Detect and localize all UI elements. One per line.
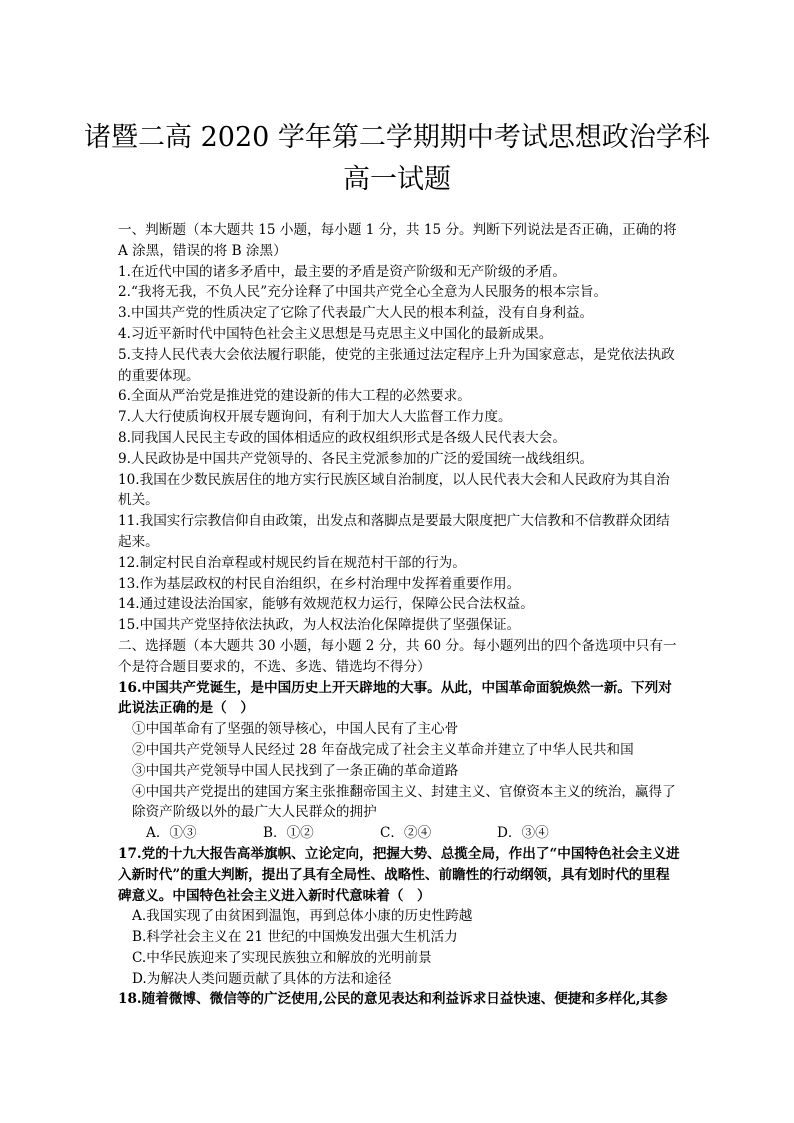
judgment-item: 14.通过建设法治国家，能够有效规范权力运行，保障公民合法权益。	[118, 596, 534, 613]
page-subtitle: 高一试题	[343, 164, 451, 195]
section-heading-choice: 二、选择题（本大题共 30 小题，每小题 2 分，共 60 分。每小题列出的四个备选项中只有一个是符合题目要求的，不选、多选、错选均不得分）	[118, 637, 677, 675]
question-17-stem: 17.党的十九大报告高举旗帜、立论定向，把握大势、总揽全局，作出了“中国特色社会主义进入新时代”的重大判断，提出了具有全局性、战略性、前瞻性的行动纲领，具有划时代的里程碑意义。中国特色社会主义进入新时代意味着（ ）	[118, 845, 680, 904]
q16-options	[118, 823, 682, 844]
judgment-item: 10.我国在少数民族居住的地方实行民族区域自治制度，以人民代表大会和人民政府为其自治机关。	[118, 471, 670, 509]
q16-statement: ③中国共产党领导中国人民找到了一条正确的革命道路	[132, 762, 459, 779]
q16-option-d: D．③④	[497, 825, 549, 842]
judgment-item: 12.制定村民自治章程或村规民约旨在规范村干部的行为。	[118, 554, 466, 571]
page-title: 诸暨二高 2020 学年第二学期期中考试思想政治学科	[84, 122, 710, 153]
judgment-item: 1.在近代中国的诸多矛盾中，最主要的矛盾是资产阶级和无产阶级的矛盾。	[118, 263, 566, 280]
judgment-item: 7.人大行使质询权开展专题询问，有利于加大人大监督工作力度。	[118, 409, 512, 426]
q16-option-a: A．①③	[146, 825, 197, 842]
section-heading-judgment: 一、判断题（本大题共 15 小题，每小题 1 分，共 15 分。判断下列说法是否正确，正确的将 A 涂黑，错误的将 B 涂黑）	[118, 222, 677, 259]
q17-option-d: D.为解决人类问题贡献了具体的方法和途径	[132, 970, 392, 987]
q16-option-b: B．①②	[263, 825, 314, 842]
q16-option-c: C．②④	[380, 825, 432, 842]
q16-statement: ①中国革命有了坚强的领导核心，中国人民有了主心骨	[132, 721, 459, 738]
q17-option-a: A.我国实现了由贫困到温饱，再到总体小康的历史性跨越	[132, 908, 473, 925]
q16-statement: ②中国共产党领导人民经过 28 年奋战完成了社会主义革命并建立了中华人民共和国	[132, 741, 634, 758]
judgment-item: 3.中国共产党的性质决定了它除了代表最广大人民的根本利益，没有自身利益。	[118, 305, 594, 322]
judgment-item: 11.我国实行宗教信仰自由政策，出发点和落脚点是要最大限度把广大信教和不信教群众团结起来。	[118, 513, 670, 550]
judgment-item: 13.作为基层政权的村民自治组织，在乡村治理中发挥着重要作用。	[118, 575, 521, 592]
judgment-item: 6.全面从严治党是推进党的建设新的伟大工程的必然要求。	[118, 388, 471, 405]
q17-option-c: C.中华民族迎来了实现民族独立和解放的光明前景	[132, 949, 432, 966]
judgment-item: 9.人民政协是中国共产党领导的、各民主党派参加的广泛的爱国统一战线组织。	[118, 450, 594, 467]
judgment-item: 2.“我将无我，不负人民”充分诠释了中国共产党全心全意为人民服务的根本宗旨。	[118, 284, 608, 301]
judgment-item: 8.同我国人民民主专政的国体相适应的政权组织形式是各级人民代表大会。	[118, 429, 566, 446]
exam-body	[118, 220, 682, 1010]
judgment-item: 4.习近平新时代中国特色社会主义思想是马克思主义中国化的最新成果。	[118, 325, 553, 342]
question-18-stem: 18.随着微博、微信等的广泛使用,公民的意见表达和利益诉求日益快速、便捷和多样化,其参	[118, 991, 668, 1008]
question-16-stem: 16.中国共产党诞生，是中国历史上开天辟地的大事。从此，中国革命面貌焕然一新。下列对此说法正确的是（ ）	[118, 679, 672, 717]
judgment-item: 5.支持人民代表大会依法履行职能，使党的主张通过法定程序上升为国家意志，是党依法执政的重要体现。	[118, 346, 675, 384]
q17-option-b: B.科学社会主义在 21 世纪的中国焕发出强大生机活力	[132, 929, 458, 946]
judgment-item: 15.中国共产党坚持依法执政，为人权法治化保障提供了坚强保证。	[118, 617, 521, 634]
q16-statement: ④中国共产党提出的建国方案主张推翻帝国主义、封建主义、官僚资本主义的统治，赢得了除资产阶级以外的最广大人民群众的拥护	[132, 783, 676, 821]
